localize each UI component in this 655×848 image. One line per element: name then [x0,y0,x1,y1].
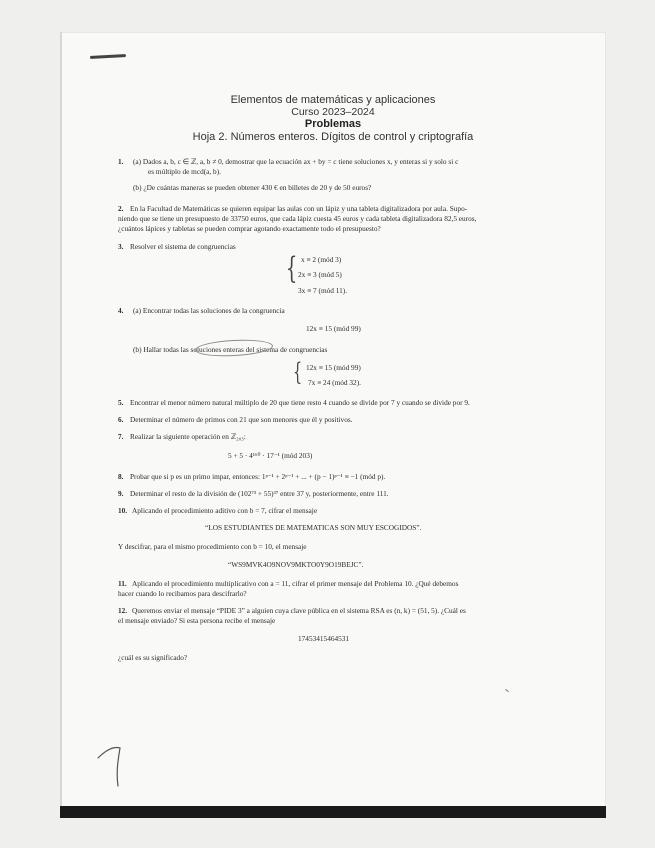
problem-1-number: 1. [118,157,124,166]
problem-6-number: 6. [118,415,124,424]
rsa-message: 17453415464531 [298,634,350,643]
problem-5-number: 5. [118,398,124,407]
problem-4-number: 4. [118,306,124,315]
problem-11-number: 11. [118,579,127,588]
system-brace-4b: { [293,358,303,386]
congruence-1: x ≡ 2 (mód 3) [301,255,342,264]
problem-1a-line2: es múltiplo de mcd(a, b). [148,167,221,176]
problem-12-line3: ¿cuál es su significado? [118,653,188,662]
operation-7: 5 + 5 · 4¹⁶⁰ · 17⁻¹ (mód 203) [228,451,313,460]
handwritten-corner-mark [92,740,132,790]
sheet-subtitle: Hoja 2. Números enteros. Dígitos de control y criptografía [192,131,474,143]
problem-2-line3: ¿cuántos lápices y tabletas se pueden comprar agotando exactamente todo el presupuesto? [118,224,381,233]
message-1: “LOS ESTUDIANTES DE MATEMATICAS SON MUY ESCOGIDOS”. [205,523,422,532]
congruence-3: 3x ≡ 7 (mód 11). [298,286,348,295]
congruence-4a: 12x ≡ 15 (mód 99) [306,324,361,333]
problem-3-text: Resolver el sistema de congruencias [130,242,236,251]
paper-edge [60,32,62,812]
problem-3-number: 3. [118,242,124,251]
system-brace: { [285,251,298,286]
course-year: Curso 2023–2024 [291,106,375,118]
problem-2-line1: En la Facultad de Matemáticas se quieren equipar las aulas con un lápiz y una tableta digitalizadora por aula. Supo- [130,204,468,213]
problem-11-line1: Aplicando el procedimiento multiplicativo con a = 11, cifrar el primer mensaje del Problema 10. ¿Qué debemos [132,579,459,588]
problem-8-number: 8. [118,472,124,481]
problem-6-text: Determinar el número de primos con 21 que son menores que él y positivos. [130,415,353,424]
sheet-heading: Problemas [304,118,362,130]
problem-8-text: Probar que si p es un primo impar, entonces: 1ᵖ⁻¹ + 2ᵖ⁻¹ + ... + (p − 1)ᵖ⁻¹ ≡ −1 (mód p). [130,472,386,481]
message-2: “WS9MVK4O9NOV9MKTO0Y9O19BEJC”. [228,560,364,569]
congruence-4b-2: 7x ≡ 24 (mód 32). [308,378,361,387]
problem-10-line2: Y descifrar, para el mismo procedimiento con b = 10, el mensaje [118,542,307,551]
problem-9-text: Determinar el resto de la división de (102⁷³ + 55)³⁷ entre 37 y, posteriormente, entre 111. [130,489,389,498]
problem-10-text: Aplicando el procedimiento aditivo con b = 7, cifrar el mensaje [132,506,318,515]
problem-2-line2: niendo que se tiene un presupuesto de 33750 euros, que cada lápiz cuesta 45 euros y cada tableta digitalizadora 82,5 euros, [118,214,477,223]
problem-2-number: 2. [118,204,124,213]
problem-12-line1: Queremos enviar el mensaje “PIDE 3” a alguien cuya clave pública en el sistema RSA es (n, k) = (51, 5). ¿Cuál es [132,606,466,615]
problem-7-number: 7. [118,432,124,441]
congruence-2: 2x ≡ 3 (mód 5) [298,270,342,279]
scan-bottom-edge [60,806,606,818]
problem-1b: (b) ¿De cuántas maneras se pueden obtener 430 € en billetes de 20 y de 50 euros? [133,183,372,192]
problem-10-number: 10. [118,506,128,515]
problem-4b: (b) Hallar todas las soluciones enteras del sistema de congruencias [133,345,328,354]
congruence-4b-1: 12x ≡ 15 (mód 99) [306,363,361,372]
problem-12-line2: el mensaje enviado? Si esta persona recibe el mensaje [118,616,276,625]
problem-5-text: Encontrar el menor número natural múltiplo de 20 que tiene resto 4 cuando se divide por 7 y cuando se divide por 9. [130,398,470,407]
problem-1a-line1: (a) Dados a, b, c ∈ ℤ, a, b ≠ 0, demostrar que la ecuación ax + by = c tiene soluciones x, y enteras si y solo si c [133,157,459,166]
course-title: Elementos de matemáticas y aplicaciones [230,94,436,106]
problem-7-text: Realizar la siguiente operación en ℤ₂₀₃: [130,432,246,441]
problem-9-number: 9. [118,489,124,498]
problem-4a: (a) Encontrar todas las soluciones de la congruencia [133,306,285,315]
problem-12-number: 12. [118,606,128,615]
problem-11-line2: hacer cuando lo recibamos para descifrarlo? [118,589,247,598]
